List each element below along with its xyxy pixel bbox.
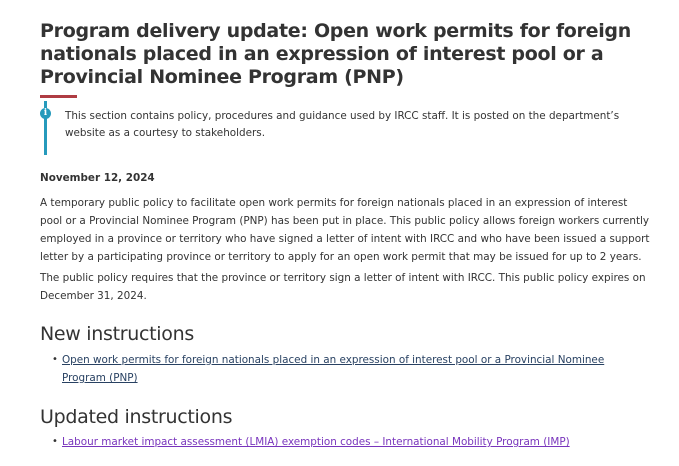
alert-text: This section contains policy, procedures and guidance used by IRCC staff. It is posted on the department’s website as a courtesy to stakeholders. bbox=[65, 110, 620, 139]
intro-paragraph: A temporary public policy to facilitate open work permits for foreign nationals placed in an expression of interest pool or a Provincial Nominee Program (PNP) has been put in place. This public policy allows foreign workers currently employed in a province or territory who have signed a letter of intent with IRCC and who have been issued a support letter by a participating province or territory to apply for an open work permit that may be issued for up to 2 years. bbox=[40, 197, 650, 263]
list-item bbox=[40, 351, 650, 387]
page-content bbox=[40, 20, 650, 448]
updated-instructions-heading: Updated instructions bbox=[40, 406, 233, 428]
open-work-permits-link[interactable]: Open work permits for foreign nationals placed in an expression of interest pool or a Provincial Nominee Program (PNP) bbox=[62, 354, 605, 384]
info-icon: i bbox=[40, 108, 51, 119]
bullet-icon: • bbox=[52, 354, 58, 365]
lmia-exemption-codes-link[interactable]: Labour market impact assessment (LMIA) exemption codes – International Mobility Program (IMP) bbox=[62, 436, 570, 448]
title-underline bbox=[40, 95, 77, 98]
new-instructions-list bbox=[40, 351, 650, 387]
page-title: Program delivery update: Open work permits for foreign nationals placed in an expression of interest pool or a Provincial Nominee Program (PNP) bbox=[40, 20, 631, 88]
bullet-icon: • bbox=[52, 436, 58, 447]
publication-date: November 12, 2024 bbox=[40, 172, 155, 184]
info-alert bbox=[40, 101, 650, 155]
new-instructions-heading: New instructions bbox=[40, 323, 194, 345]
list-item bbox=[40, 433, 650, 451]
policy-paragraph: The public policy requires that the province or territory sign a letter of intent with IRCC. This public policy expires on December 31, 2024. bbox=[40, 272, 646, 302]
updated-instructions-list bbox=[40, 433, 650, 451]
